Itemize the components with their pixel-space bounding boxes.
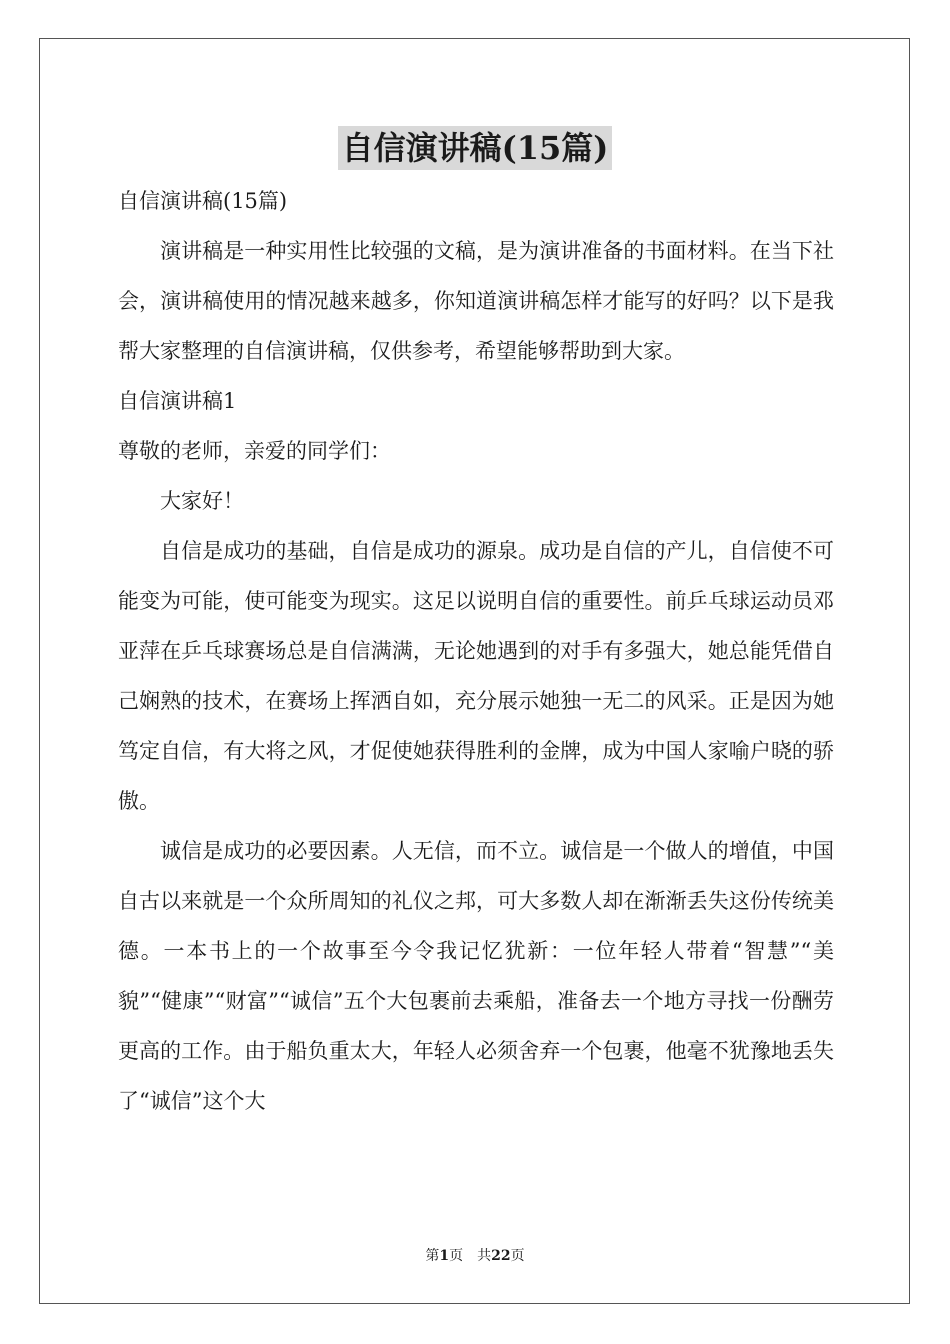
- greeting: 大家好！: [160, 489, 244, 513]
- page-footer: [0, 1246, 950, 1266]
- footer-total-pages: 22: [491, 1248, 511, 1264]
- document-title: [0, 126, 950, 170]
- footer-page-number: 1: [439, 1248, 450, 1264]
- footer-prefix: 第: [425, 1248, 440, 1264]
- body-paragraph: 诚信是成功的必要因素。人无信，而不立。诚信是一个做人的增值，中国自古以来就是一个众所周知的礼仪之邦，可大多数人却在渐渐丢失这份传统美德。一本书上的一个故事至今令我记忆犹新：一位年轻人带着“智慧”“美貌”“健康”“财富”“诚信”五个大包裹前去乘船，准备去一个地方寻找一份酬劳更高的工作。由于船负重太大，年轻人必须舍弃一个包裹，他毫不犹豫地丢失了“诚信”这个大: [118, 839, 834, 1113]
- document-title-text: 自信演讲稿(15篇): [338, 126, 613, 170]
- subtitle-line: 自信演讲稿(15篇): [118, 189, 288, 213]
- section-heading: 自信演讲稿1: [118, 389, 237, 413]
- intro-paragraph: 演讲稿是一种实用性比较强的文稿，是为演讲准备的书面材料。在当下社会，演讲稿使用的情况越来越多，你知道演讲稿怎样才能写的好吗？以下是我帮大家整理的自信演讲稿，仅供参考，希望能够帮助到大家。: [118, 239, 834, 363]
- footer-mid: 页 共: [449, 1248, 492, 1264]
- body-paragraph: 自信是成功的基础，自信是成功的源泉。成功是自信的产儿，自信使不可能变为可能，使可能变为现实。这足以说明自信的重要性。前乒乓球运动员邓亚萍在乒乓球赛场总是自信满满，无论她遇到的对手有多强大，她总能凭借自己娴熟的技术，在赛场上挥洒自如，充分展示她独一无二的风采。正是因为她笃定自信，有大将之风，才促使她获得胜利的金牌，成为中国人家喻户晓的骄傲。: [118, 539, 834, 813]
- salutation: 尊敬的老师，亲爱的同学们：: [118, 439, 391, 463]
- document-body: [118, 176, 834, 1126]
- footer-suffix: 页: [510, 1248, 525, 1264]
